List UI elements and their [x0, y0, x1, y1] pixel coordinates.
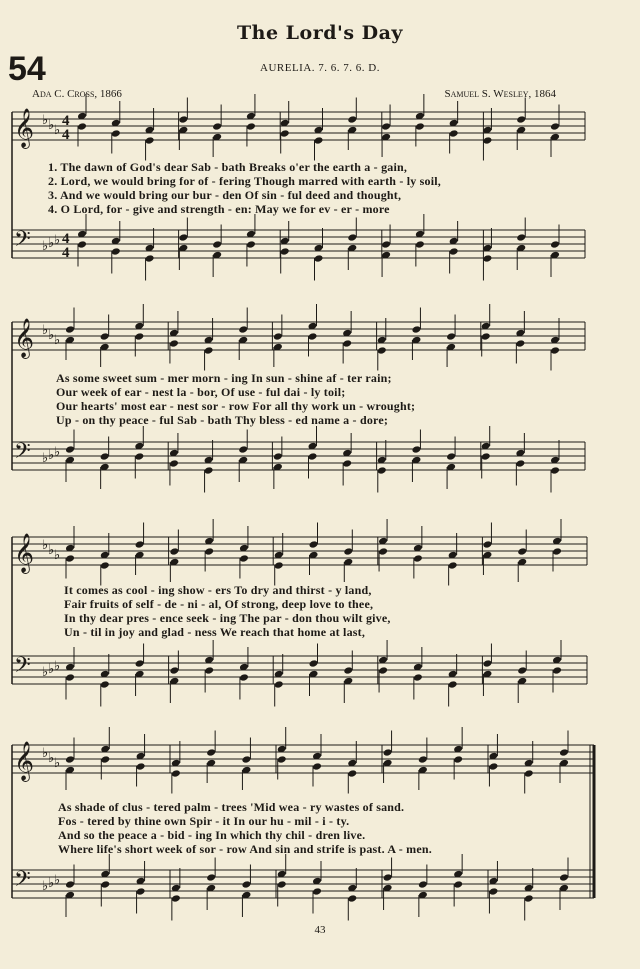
note-head	[238, 325, 248, 334]
note-head	[309, 659, 319, 668]
note-head	[347, 894, 357, 903]
time-signature: 4	[62, 127, 70, 143]
lyric-line: 2. Lord, we would bring for of - fering Though marred with earth - ly soil,	[48, 174, 442, 188]
lyric-line: Fos - tered by thine own Spir - it In our hu - mil - i - ty.	[58, 814, 350, 828]
lyrics-system-2	[56, 371, 586, 427]
note-head	[246, 240, 256, 249]
note-head	[342, 339, 352, 348]
note-head	[65, 554, 75, 563]
flat-icon: ♭	[48, 543, 55, 558]
note-head	[239, 673, 249, 682]
note-head	[274, 561, 284, 570]
flat-icon: ♭	[42, 538, 49, 553]
note-head	[136, 887, 146, 896]
note-head	[100, 680, 110, 689]
bass-clef-icon: 𝄢	[14, 867, 31, 897]
note-head	[552, 666, 562, 675]
note-head	[559, 873, 569, 882]
note-head	[65, 673, 75, 682]
hymn-title: The Lord's Day	[237, 22, 403, 44]
note-head	[111, 129, 121, 138]
note-head	[347, 233, 357, 242]
lyric-line: It comes as cool - ing show - ers To dry and thirst - y land,	[64, 583, 372, 597]
note-head	[449, 129, 459, 138]
flat-icon: ♭	[42, 239, 49, 254]
note-head	[308, 452, 318, 461]
lyric-line: Fair fruits of self - de - ni - al, Of strong, deep love to thee,	[64, 597, 374, 611]
note-head	[482, 659, 492, 668]
note-head	[204, 466, 214, 475]
note-head	[134, 332, 144, 341]
note-head	[515, 459, 525, 468]
flat-icon: ♭	[48, 118, 55, 133]
note-head	[413, 554, 423, 563]
flat-icon: ♭	[42, 746, 49, 761]
time-signature: 4	[62, 245, 70, 261]
note-head	[206, 873, 216, 882]
flat-icon: ♭	[42, 879, 49, 894]
note-head	[100, 332, 110, 341]
note-head	[274, 680, 284, 689]
note-head	[145, 136, 155, 145]
note-head	[100, 880, 110, 889]
note-head	[77, 240, 87, 249]
note-head	[378, 547, 388, 556]
flat-icon: ♭	[48, 876, 55, 891]
note-head	[383, 748, 393, 757]
note-head	[178, 233, 188, 242]
flat-icon: ♭	[48, 236, 55, 251]
note-head	[517, 547, 527, 556]
note-head	[65, 755, 75, 764]
note-head	[448, 680, 458, 689]
page-number: 43	[314, 924, 326, 936]
note-head	[169, 339, 179, 348]
note-head	[314, 254, 324, 263]
composer-credit: Samuel S. Wesley, 1864	[444, 88, 556, 100]
lyric-line: In thy dear pres - ence seek - ing The par - don thou wilt give,	[64, 611, 391, 625]
note-head	[206, 748, 216, 757]
flat-icon: ♭	[42, 451, 49, 466]
lyrics-system-1	[48, 160, 578, 216]
lyricist-credit: Ada C. Cross, 1866	[32, 88, 122, 100]
bass-clef-icon: 𝄢	[14, 439, 31, 469]
note-head	[482, 136, 492, 145]
lyric-line: As some sweet sum - mer morn - ing In sun - shine af - ter rain;	[56, 371, 392, 385]
note-head	[550, 240, 560, 249]
note-head	[415, 240, 425, 249]
note-head	[77, 122, 87, 131]
flat-icon: ♭	[48, 328, 55, 343]
note-head	[204, 547, 214, 556]
note-head	[111, 247, 121, 256]
bass-clef-icon: 𝄢	[14, 653, 31, 683]
note-head	[100, 561, 110, 570]
note-head	[135, 659, 145, 668]
flat-icon: ♭	[54, 659, 61, 674]
note-head	[515, 339, 525, 348]
note-head	[411, 325, 421, 334]
note-head	[171, 769, 181, 778]
note-head	[65, 445, 75, 454]
lyric-line: 4. O Lord, for - give and strength - en: May we for ev - er - more	[48, 202, 390, 216]
note-head	[481, 452, 491, 461]
note-head	[241, 880, 251, 889]
note-head	[136, 762, 146, 771]
lyric-line: 3. And we would bring our bur - den Of sin - ful deed and thought,	[48, 188, 402, 202]
bass-clef-icon: 𝄢	[14, 227, 31, 257]
note-head	[378, 666, 388, 675]
note-head	[482, 540, 492, 549]
flat-icon: ♭	[54, 123, 61, 138]
note-head	[204, 666, 214, 675]
note-head	[212, 122, 222, 131]
lyric-line: Un - til in joy and glad - ness We reach that home at last,	[64, 625, 366, 639]
lyric-line: 1. The dawn of God's dear Sab - bath Breaks o'er the earth a - gain,	[48, 160, 408, 174]
lyrics-system-3	[64, 583, 594, 639]
note-head	[169, 666, 179, 675]
note-head	[383, 873, 393, 882]
note-head	[415, 122, 425, 131]
note-head	[238, 445, 248, 454]
note-head	[312, 887, 322, 896]
note-head	[482, 254, 492, 263]
note-head	[453, 880, 463, 889]
note-head	[418, 880, 428, 889]
note-head	[517, 666, 527, 675]
note-head	[347, 769, 357, 778]
hymn-number: 54	[8, 50, 46, 88]
flat-icon: ♭	[42, 665, 49, 680]
note-head	[277, 755, 287, 764]
note-head	[246, 122, 256, 131]
flat-icon: ♭	[48, 751, 55, 766]
note-head	[377, 466, 387, 475]
note-head	[488, 887, 498, 896]
note-head	[552, 547, 562, 556]
note-head	[100, 452, 110, 461]
note-head	[212, 240, 222, 249]
note-head	[342, 459, 352, 468]
note-head	[550, 122, 560, 131]
time-signature: 4	[62, 113, 70, 129]
note-head	[550, 466, 560, 475]
note-head	[280, 247, 290, 256]
lyric-line: And so the peace a - bid - ing In which thy chil - dren live.	[58, 828, 366, 842]
note-head	[135, 540, 145, 549]
note-head	[273, 452, 283, 461]
time-signature: 4	[62, 231, 70, 247]
note-head	[448, 561, 458, 570]
note-head	[100, 755, 110, 764]
note-head	[449, 247, 459, 256]
flat-icon: ♭	[54, 548, 61, 563]
note-head	[559, 748, 569, 757]
note-head	[273, 332, 283, 341]
note-head	[453, 755, 463, 764]
note-head	[204, 346, 214, 355]
note-head	[347, 115, 357, 124]
note-head	[446, 452, 456, 461]
note-head	[308, 332, 318, 341]
note-head	[481, 332, 491, 341]
note-head	[314, 136, 324, 145]
flat-icon: ♭	[54, 333, 61, 348]
note-head	[169, 547, 179, 556]
note-head	[280, 129, 290, 138]
flat-icon: ♭	[48, 662, 55, 677]
note-head	[446, 332, 456, 341]
note-head	[550, 346, 560, 355]
note-head	[171, 894, 181, 903]
flat-icon: ♭	[48, 448, 55, 463]
note-head	[239, 554, 249, 563]
note-head	[65, 325, 75, 334]
flat-icon: ♭	[42, 323, 49, 338]
lyric-line: Up - on thy peace - ful Sab - bath Thy bless - ed name a - dore;	[56, 413, 389, 427]
note-head	[178, 115, 188, 124]
note-head	[134, 452, 144, 461]
note-head	[343, 666, 353, 675]
treble-clef-icon: 𝄞	[14, 741, 35, 781]
note-head	[277, 880, 287, 889]
note-head	[169, 459, 179, 468]
note-head	[411, 445, 421, 454]
tune-name: AURELIA. 7. 6. 7. 6. D.	[260, 62, 380, 74]
note-head	[381, 240, 391, 249]
treble-clef-icon: 𝄞	[14, 318, 35, 358]
treble-clef-icon: 𝄞	[14, 108, 35, 148]
lyric-line: Our hearts' most ear - nest sor - row For all thy work un - wrought;	[56, 399, 416, 413]
flat-icon: ♭	[54, 233, 61, 248]
note-head	[413, 673, 423, 682]
note-head	[516, 233, 526, 242]
note-head	[377, 346, 387, 355]
lyrics-system-4	[58, 800, 588, 856]
note-head	[488, 762, 498, 771]
note-head	[241, 755, 251, 764]
note-head	[309, 540, 319, 549]
note-head	[312, 762, 322, 771]
treble-clef-icon: 𝄞	[14, 533, 35, 573]
note-head	[343, 547, 353, 556]
note-head	[524, 894, 534, 903]
lyric-line: Our week of ear - nest la - bor, Of use - ful dai - ly toil;	[56, 385, 346, 399]
flat-icon: ♭	[54, 873, 61, 888]
lyric-line: As shade of clus - tered palm - trees 'Mid wea - ry wastes of sand.	[58, 800, 405, 814]
note-head	[65, 880, 75, 889]
flat-icon: ♭	[42, 113, 49, 128]
note-head	[145, 254, 155, 263]
flat-icon: ♭	[54, 445, 61, 460]
note-head	[524, 769, 534, 778]
note-head	[381, 122, 391, 131]
note-head	[516, 115, 526, 124]
flat-icon: ♭	[54, 756, 61, 771]
lyric-line: Where life's short week of sor - row And sin and strife is past. A - men.	[58, 842, 432, 856]
note-head	[418, 755, 428, 764]
